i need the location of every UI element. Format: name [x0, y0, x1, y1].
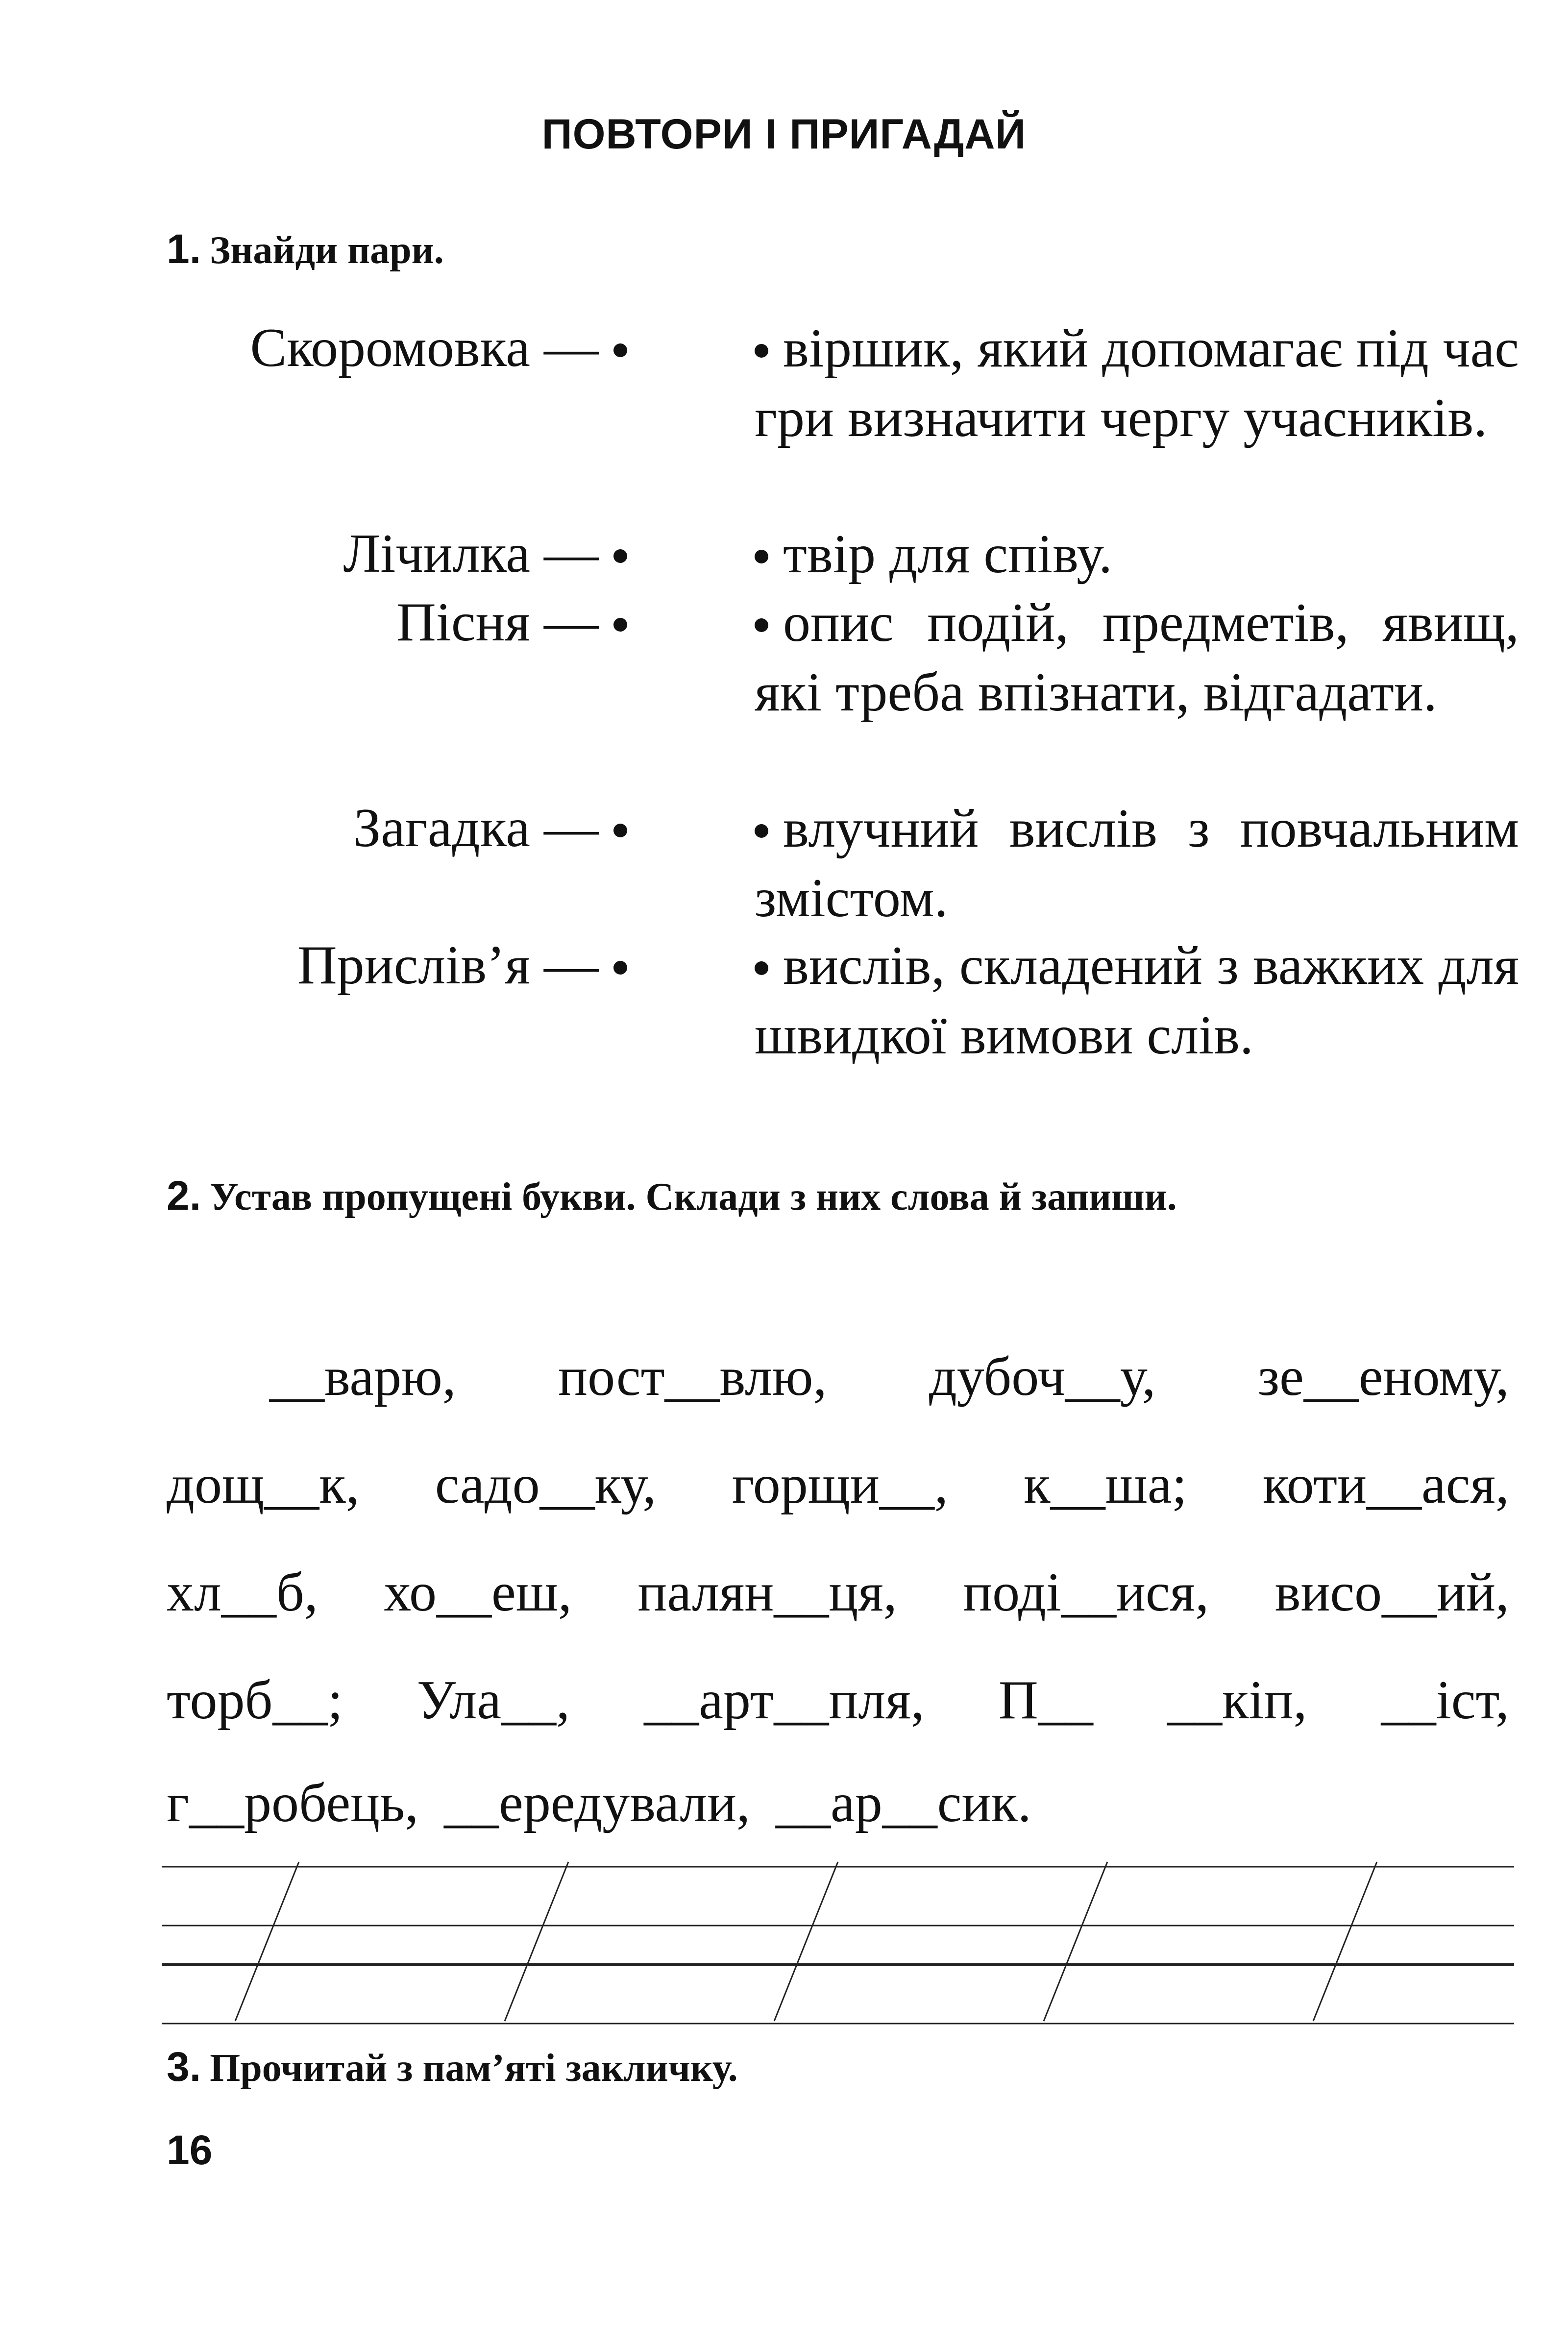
task-2-heading	[167, 1171, 1509, 1221]
task-3-heading	[167, 2043, 738, 2091]
definition-item	[755, 588, 1519, 727]
match-dot[interactable]	[755, 344, 768, 358]
page-title: ПОВТОРИ І ПРИГАДАЙ	[541, 111, 1027, 158]
fill-in-line[interactable]: г__робець, __ередували, __ар__сик.	[167, 1773, 1031, 1833]
term-label: Скоромовка —	[250, 317, 599, 378]
handwriting-ruled-lines[interactable]	[162, 1842, 1514, 2028]
fill-in-line[interactable]: хл__б, хо__еш, палян__ця, поді__ися, висо__ий,	[167, 1562, 1509, 1623]
match-dot[interactable]	[755, 618, 768, 632]
match-dot[interactable]	[613, 343, 627, 357]
match-dot[interactable]	[613, 824, 627, 837]
task-1-heading	[167, 225, 444, 273]
match-dot[interactable]	[755, 824, 768, 838]
task-1-number: 1.	[167, 226, 201, 272]
term-label: Пісня —	[396, 592, 599, 653]
definition-item	[755, 519, 1519, 589]
task-2-heading-text: Устав пропущені букви. Склади з них слова й запиши.	[210, 1175, 1177, 1219]
term-label: Лічилка —	[343, 523, 599, 584]
page-number: 16	[167, 2127, 213, 2173]
definition-text: вислiв, складений з важких для швидкої вимови слiв.	[755, 935, 1519, 1066]
term-label: Прислів’я —	[297, 935, 599, 996]
definition-item	[755, 314, 1519, 453]
match-dot[interactable]	[755, 961, 768, 975]
fill-in-line[interactable]: __варю, пост__влю, дубоч__у, зе__еному,	[270, 1346, 1509, 1407]
definition-item	[755, 931, 1519, 1070]
task-2-number: 2.	[167, 1172, 201, 1219]
term-item	[250, 314, 627, 382]
match-dot[interactable]	[755, 550, 768, 563]
term-item	[343, 519, 627, 588]
task-3-number: 3.	[167, 2044, 201, 2090]
task-1-heading-text: Знайди пари.	[210, 229, 444, 272]
definition-text: твiр для спiву.	[783, 524, 1112, 585]
term-item	[396, 588, 627, 657]
term-item	[297, 931, 627, 1000]
term-item	[353, 794, 627, 862]
definition-text: опис подiй, предметiв, явищ, якi треба впiзнати, вiдгадати.	[755, 592, 1519, 723]
definition-item	[755, 794, 1519, 933]
fill-in-line[interactable]: торб__; Ула__, __арт__пля, П__ __кіп, __іст,	[167, 1670, 1509, 1731]
task-3-heading-text: Прочитай з пам’яті закличку.	[210, 2047, 738, 2090]
definition-text: вiршик, який допомагає пiд час гри визначити чергу учасникiв.	[755, 318, 1519, 448]
match-dot[interactable]	[613, 961, 627, 975]
definition-text: влучний вислiв з повчальним змiстом.	[755, 798, 1519, 928]
match-dot[interactable]	[613, 549, 627, 563]
term-label: Загадка —	[353, 798, 599, 858]
match-dot[interactable]	[613, 618, 627, 632]
fill-in-line[interactable]: дощ__к, садо__ку, горщи__, к__ша; коти__ася,	[167, 1454, 1509, 1515]
